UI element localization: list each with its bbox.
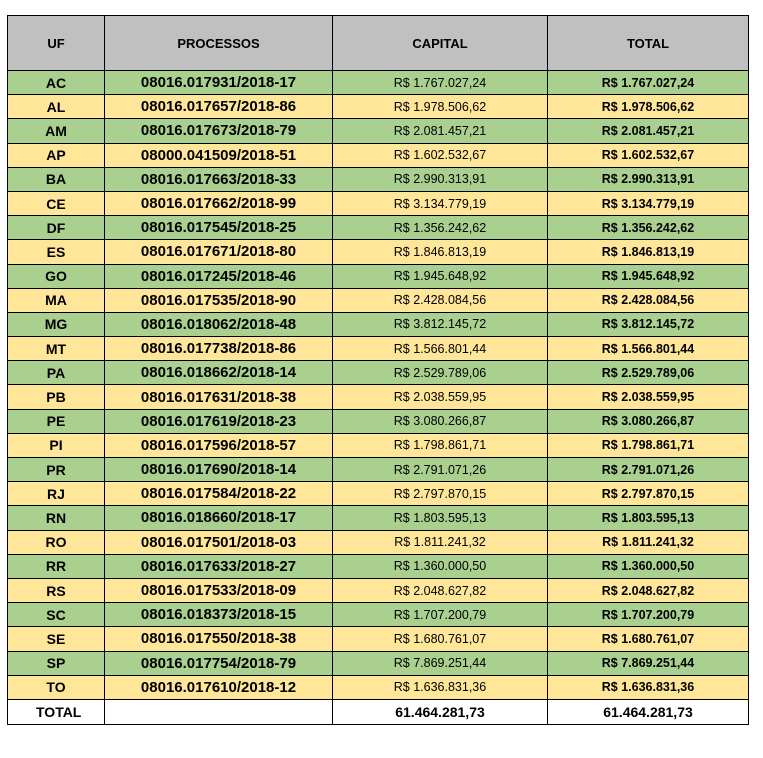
cell-processo: 08016.017931/2018-17: [105, 71, 333, 95]
cell-processo: 08016.017631/2018-38: [105, 385, 333, 409]
cell-processo: 08016.017545/2018-25: [105, 216, 333, 240]
table-row: [8, 143, 749, 167]
table-row: [8, 482, 749, 506]
cell-capital: R$ 2.038.559,95: [333, 385, 548, 409]
cell-uf: AM: [8, 119, 105, 143]
total-row: [8, 699, 749, 724]
cell-total: R$ 2.797.870,15: [548, 482, 749, 506]
cell-capital: R$ 2.791.071,26: [333, 458, 548, 482]
cell-total: R$ 2.428.084,56: [548, 288, 749, 312]
cell-capital: R$ 2.081.457,21: [333, 119, 548, 143]
cell-processo: 08016.017690/2018-14: [105, 458, 333, 482]
cell-uf: TO: [8, 675, 105, 699]
cell-processo: 08016.017584/2018-22: [105, 482, 333, 506]
table-row: [8, 71, 749, 95]
cell-capital: R$ 1.707.200,79: [333, 603, 548, 627]
cell-processo: 08016.017673/2018-79: [105, 119, 333, 143]
cell-capital: R$ 1.803.595,13: [333, 506, 548, 530]
table-row: [8, 627, 749, 651]
cell-processo: 08016.017633/2018-27: [105, 554, 333, 578]
cell-capital: R$ 3.812.145,72: [333, 312, 548, 336]
cell-uf: PA: [8, 361, 105, 385]
table-row: [8, 191, 749, 215]
cell-processo: 08016.017671/2018-80: [105, 240, 333, 264]
cell-processo: 08016.017245/2018-46: [105, 264, 333, 288]
cell-capital: R$ 1.798.861,71: [333, 433, 548, 457]
cell-uf: PE: [8, 409, 105, 433]
cell-uf: CE: [8, 191, 105, 215]
cell-capital: R$ 1.566.801,44: [333, 337, 548, 361]
cell-total: R$ 1.767.027,24: [548, 71, 749, 95]
table-row: [8, 288, 749, 312]
cell-total: R$ 1.356.242,62: [548, 216, 749, 240]
cell-capital: R$ 1.636.831,36: [333, 675, 548, 699]
cell-processo: 08016.018660/2018-17: [105, 506, 333, 530]
table-row: [8, 95, 749, 119]
cell-uf: MA: [8, 288, 105, 312]
cell-processo: 08016.017662/2018-99: [105, 191, 333, 215]
table-row: [8, 385, 749, 409]
cell-total: R$ 1.636.831,36: [548, 675, 749, 699]
table-body: [8, 71, 749, 700]
cell-uf: GO: [8, 264, 105, 288]
cell-total: R$ 2.990.313,91: [548, 167, 749, 191]
cell-uf: ES: [8, 240, 105, 264]
cell-processo: 08016.017501/2018-03: [105, 530, 333, 554]
table-row: [8, 554, 749, 578]
cell-uf: SC: [8, 603, 105, 627]
cell-processo: 08016.017738/2018-86: [105, 337, 333, 361]
table-row: [8, 603, 749, 627]
table-row: [8, 433, 749, 457]
cell-processo: 08016.017535/2018-90: [105, 288, 333, 312]
cell-total: R$ 2.791.071,26: [548, 458, 749, 482]
header-row: [8, 16, 749, 71]
cell-total: R$ 1.602.532,67: [548, 143, 749, 167]
table-row: [8, 409, 749, 433]
cell-uf: RO: [8, 530, 105, 554]
cell-total: R$ 2.038.559,95: [548, 385, 749, 409]
cell-capital: R$ 3.134.779,19: [333, 191, 548, 215]
cell-uf: MG: [8, 312, 105, 336]
total-processos: [105, 699, 333, 724]
table-row: [8, 506, 749, 530]
cell-capital: R$ 1.978.506,62: [333, 95, 548, 119]
cell-capital: R$ 1.846.813,19: [333, 240, 548, 264]
cell-total: R$ 1.566.801,44: [548, 337, 749, 361]
cell-total: R$ 1.360.000,50: [548, 554, 749, 578]
cell-capital: R$ 2.529.789,06: [333, 361, 548, 385]
cell-capital: R$ 7.869.251,44: [333, 651, 548, 675]
header-uf: UF: [8, 16, 105, 71]
cell-total: R$ 2.081.457,21: [548, 119, 749, 143]
table-row: [8, 312, 749, 336]
table-row: [8, 675, 749, 699]
total-total: 61.464.281,73: [548, 699, 749, 724]
cell-total: R$ 1.945.648,92: [548, 264, 749, 288]
cell-processo: 08016.017754/2018-79: [105, 651, 333, 675]
cell-capital: R$ 2.797.870,15: [333, 482, 548, 506]
cell-processo: 08016.017663/2018-33: [105, 167, 333, 191]
cell-uf: SE: [8, 627, 105, 651]
cell-processo: 08016.017610/2018-12: [105, 675, 333, 699]
cell-capital: R$ 3.080.266,87: [333, 409, 548, 433]
cell-capital: R$ 2.428.084,56: [333, 288, 548, 312]
cell-total: R$ 1.707.200,79: [548, 603, 749, 627]
cell-capital: R$ 1.811.241,32: [333, 530, 548, 554]
cell-uf: RN: [8, 506, 105, 530]
header-capital: CAPITAL: [333, 16, 548, 71]
cell-uf: RR: [8, 554, 105, 578]
table-row: [8, 216, 749, 240]
cell-capital: R$ 2.048.627,82: [333, 578, 548, 602]
cell-total: R$ 2.529.789,06: [548, 361, 749, 385]
table-row: [8, 240, 749, 264]
cell-uf: PI: [8, 433, 105, 457]
table-row: [8, 458, 749, 482]
table-row: [8, 361, 749, 385]
table-row: [8, 578, 749, 602]
cell-capital: R$ 1.680.761,07: [333, 627, 548, 651]
cell-total: R$ 3.080.266,87: [548, 409, 749, 433]
cell-total: R$ 1.680.761,07: [548, 627, 749, 651]
cell-capital: R$ 1.356.242,62: [333, 216, 548, 240]
transfers-table: [7, 15, 749, 725]
table-row: [8, 167, 749, 191]
header-total: TOTAL: [548, 16, 749, 71]
cell-processo: 08016.017619/2018-23: [105, 409, 333, 433]
cell-uf: PR: [8, 458, 105, 482]
cell-processo: 08016.018373/2018-15: [105, 603, 333, 627]
cell-processo: 08016.017550/2018-38: [105, 627, 333, 651]
cell-total: R$ 1.798.861,71: [548, 433, 749, 457]
table-row: [8, 264, 749, 288]
header-processos: PROCESSOS: [105, 16, 333, 71]
cell-total: R$ 3.812.145,72: [548, 312, 749, 336]
cell-processo: 08016.017533/2018-09: [105, 578, 333, 602]
total-capital: 61.464.281,73: [333, 699, 548, 724]
table-row: [8, 530, 749, 554]
table-row: [8, 337, 749, 361]
cell-total: R$ 1.978.506,62: [548, 95, 749, 119]
cell-capital: R$ 1.767.027,24: [333, 71, 548, 95]
cell-processo: 08016.018662/2018-14: [105, 361, 333, 385]
cell-uf: AC: [8, 71, 105, 95]
cell-uf: PB: [8, 385, 105, 409]
cell-capital: R$ 1.945.648,92: [333, 264, 548, 288]
total-label: TOTAL: [8, 699, 105, 724]
cell-total: R$ 2.048.627,82: [548, 578, 749, 602]
cell-total: R$ 3.134.779,19: [548, 191, 749, 215]
cell-processo: 08016.017657/2018-86: [105, 95, 333, 119]
table-row: [8, 119, 749, 143]
cell-total: R$ 7.869.251,44: [548, 651, 749, 675]
cell-processo: 08000.041509/2018-51: [105, 143, 333, 167]
cell-total: R$ 1.811.241,32: [548, 530, 749, 554]
cell-uf: AL: [8, 95, 105, 119]
cell-uf: MT: [8, 337, 105, 361]
table-row: [8, 651, 749, 675]
cell-uf: AP: [8, 143, 105, 167]
cell-processo: 08016.017596/2018-57: [105, 433, 333, 457]
cell-capital: R$ 1.602.532,67: [333, 143, 548, 167]
cell-capital: R$ 1.360.000,50: [333, 554, 548, 578]
cell-processo: 08016.018062/2018-48: [105, 312, 333, 336]
cell-total: R$ 1.846.813,19: [548, 240, 749, 264]
cell-uf: RS: [8, 578, 105, 602]
cell-uf: BA: [8, 167, 105, 191]
cell-uf: RJ: [8, 482, 105, 506]
cell-uf: SP: [8, 651, 105, 675]
cell-total: R$ 1.803.595,13: [548, 506, 749, 530]
cell-uf: DF: [8, 216, 105, 240]
cell-capital: R$ 2.990.313,91: [333, 167, 548, 191]
